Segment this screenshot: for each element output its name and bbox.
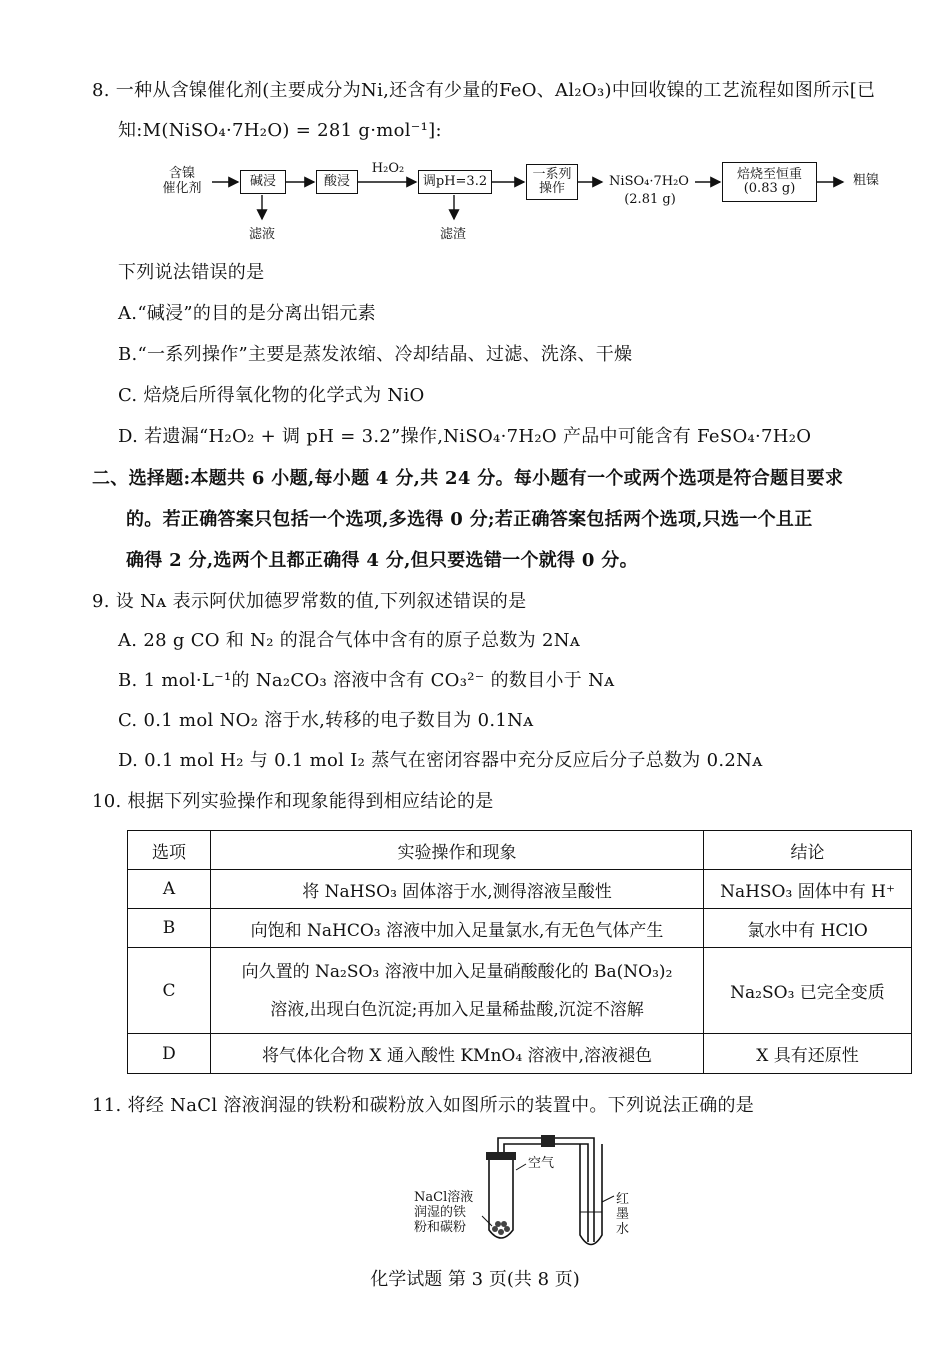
- row-c-operation-line2: 溶液,出现白色沉淀;再加入足量稀盐酸,沉淀不溶解: [270, 999, 644, 1020]
- process-flow-diagram: [150, 155, 890, 250]
- rubber-joint: [541, 1135, 555, 1147]
- flow-box-adjust-ph: 调pH=3.2: [418, 170, 492, 194]
- apparatus-diagram: [400, 1130, 660, 1260]
- row-c-operation: [211, 948, 704, 1034]
- q8-option-b: B.“一系列操作”主要是蒸发浓缩、冷却结晶、过滤、洗涤、干燥: [118, 344, 633, 365]
- table-row: [128, 909, 912, 948]
- q8-option-d: D. 若遗漏“H₂O₂ + 调 pH = 3.2”操作,NiSO₄·7H₂O 产品中可能含有 FeSO₄·7H₂O: [118, 426, 812, 447]
- row-b-conclusion: 氯水中有 HClO: [704, 909, 912, 948]
- left-tube: [489, 1160, 513, 1238]
- page-footer: 化学试题 第 3 页(共 8 页): [370, 1269, 580, 1290]
- table-header-row: [128, 831, 912, 870]
- flow-filtrate: 滤液: [248, 227, 275, 242]
- label-iron-carbon: NaCl溶液 润湿的铁 粉和碳粉: [414, 1190, 474, 1235]
- row-d-operation: 将气体化合物 X 通入酸性 KMnO₄ 溶液中,溶液褪色: [211, 1034, 704, 1074]
- row-c-operation-line1: 向久置的 Na₂SO₃ 溶液中加入足量硝酸酸化的 Ba(NO₃)₂: [241, 961, 673, 982]
- table-row: [128, 948, 912, 1034]
- q9-option-d: D. 0.1 mol H₂ 与 0.1 mol I₂ 蒸气在密闭容器中充分反应后分子总数为 0.2Nᴀ: [118, 750, 763, 771]
- header-conclusion: 结论: [704, 831, 912, 870]
- label-air: 空气: [528, 1156, 555, 1171]
- flow-box-operations: 一系列 操作: [526, 164, 578, 200]
- flow-end: 粗镍: [852, 173, 879, 188]
- q8-option-c: C. 焙烧后所得氧化物的化学式为 NiO: [118, 385, 425, 406]
- row-d-conclusion: X 具有还原性: [704, 1034, 912, 1074]
- flow-residue: 滤渣: [439, 227, 466, 242]
- q11-stem: 11. 将经 NaCl 溶液润湿的铁粉和碳粉放入如图所示的装置中。下列说法正确的是: [92, 1095, 755, 1116]
- q9-option-c: C. 0.1 mol NO₂ 溶于水,转移的电子数目为 0.1Nᴀ: [118, 710, 534, 731]
- row-c-conclusion: Na₂SO₃ 已完全变质: [704, 948, 912, 1034]
- flow-product-mass: (2.81 g): [624, 192, 676, 207]
- section2-line3: 确得 2 分,选两个且都正确得 4 分,但只要选错一个就得 0 分。: [126, 550, 638, 571]
- row-d-option: D: [128, 1034, 211, 1074]
- q8-line2: 知:M(NiSO₄·7H₂O) = 281 g·mol⁻¹]:: [118, 120, 442, 141]
- left-stopper: [486, 1152, 516, 1160]
- flow-box-calcine: 焙烧至恒重 (0.83 g): [722, 162, 817, 202]
- row-a-option: A: [128, 870, 211, 909]
- q9-option-a: A. 28 g CO 和 N₂ 的混合气体中含有的原子总数为 2Nᴀ: [118, 630, 581, 651]
- header-option: 选项: [128, 831, 211, 870]
- flow-product: NiSO₄·7H₂O: [609, 174, 689, 189]
- experiment-table: [127, 830, 912, 1074]
- section2-line1: 二、选择题:本题共 6 小题,每小题 4 分,共 24 分。每小题有一个或两个选项是符合题目要求: [92, 468, 844, 489]
- flow-reagent: H₂O₂: [371, 161, 405, 176]
- q9-option-b: B. 1 mol·L⁻¹的 Na₂CO₃ 溶液中含有 CO₃²⁻ 的数目小于 Nᴀ: [118, 670, 615, 691]
- flow-start: 含镍 催化剂: [162, 166, 202, 196]
- row-a-conclusion: NaHSO₃ 固体中有 H⁺: [704, 870, 912, 909]
- row-a-operation: 将 NaHSO₃ 固体溶于水,测得溶液呈酸性: [211, 870, 704, 909]
- table-row: [128, 870, 912, 909]
- q10-stem: 10. 根据下列实验操作和现象能得到相应结论的是: [92, 791, 494, 812]
- right-tube: [580, 1144, 602, 1245]
- table-row: [128, 1034, 912, 1074]
- flow-box-alkali-leach: 碱浸: [240, 170, 286, 194]
- q9-stem: 9. 设 Nᴀ 表示阿伏加德罗常数的值,下列叙述错误的是: [92, 591, 527, 612]
- q8-stem: 下列说法错误的是: [118, 262, 265, 283]
- row-b-operation: 向饱和 NaHCO₃ 溶液中加入足量氯水,有无色气体产生: [211, 909, 704, 948]
- label-red-ink: 红 墨 水: [616, 1192, 630, 1237]
- flow-box-acid-leach: 酸浸: [316, 170, 358, 194]
- section2-line2: 的。若正确答案只包括一个选项,多选得 0 分;若正确答案包括两个选项,只选一个且正: [126, 509, 813, 530]
- header-operation: 实验操作和现象: [211, 831, 704, 870]
- q8-line1: 8. 一种从含镍催化剂(主要成分为Ni,还含有少量的FeO、Al₂O₃)中回收镍的工艺流程如图所示[已: [92, 80, 876, 101]
- row-b-option: B: [128, 909, 211, 948]
- q8-option-a: A.“碱浸”的目的是分离出铝元素: [118, 303, 376, 324]
- row-c-option: C: [128, 948, 211, 1034]
